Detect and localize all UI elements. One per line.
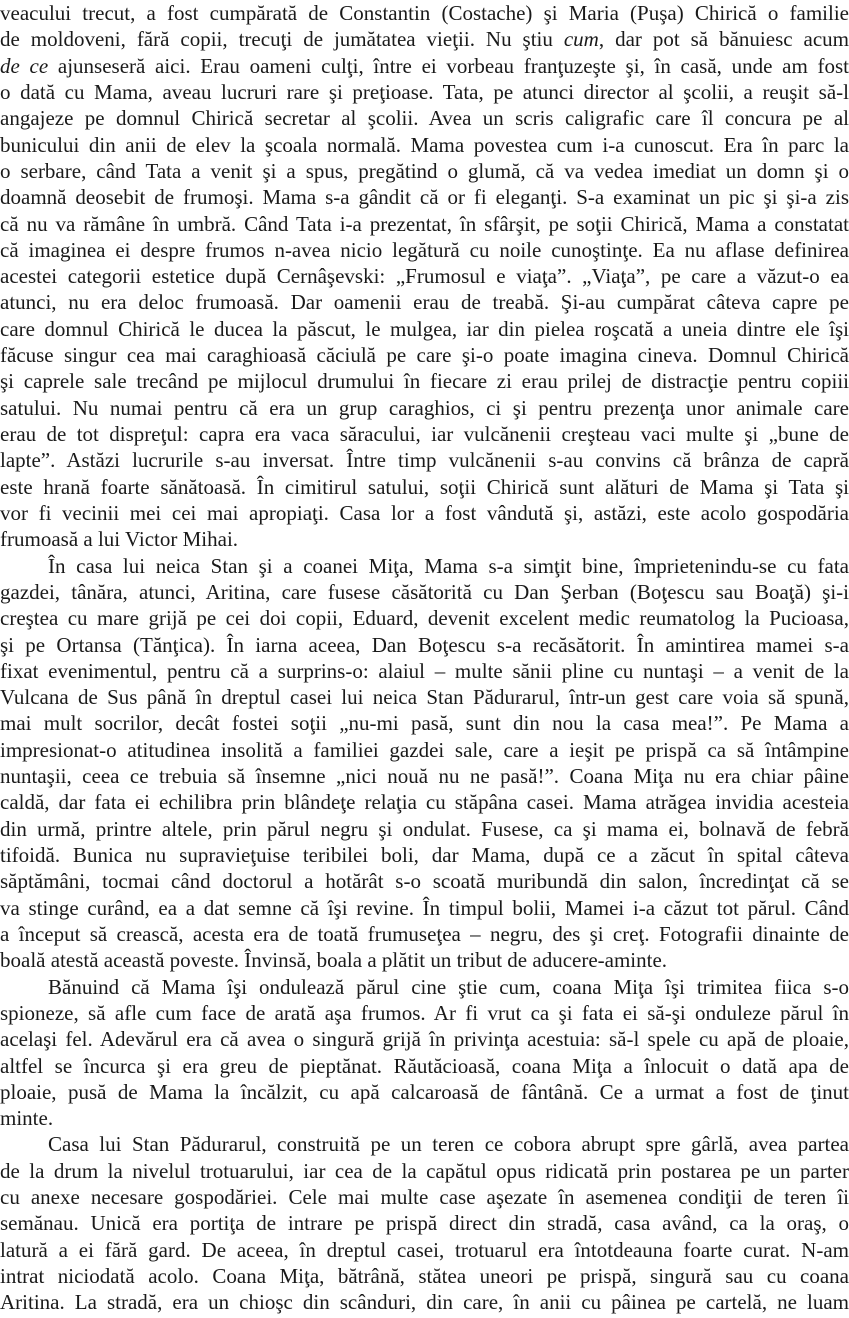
text-line [0,1263,849,1289]
text-line [0,632,849,658]
text-segment: bunicului din anii de elev la şcoala normală. Mama povestea cum i-a cunoscut. Era în parc la [0,132,849,157]
text-segment: frumoasă a lui Victor Mihai. [0,527,239,552]
text-line [0,1053,849,1079]
text-segment: angajeze pe domnul Chirică secretar al şcolii. Avea un scris caligrafic care îl concura pe al [0,106,849,131]
text-line [0,1289,849,1315]
text-line [0,789,849,815]
text-segment: o serbare, când Tata a venit şi a spus, pregătind o glumă, că va vedea imediat un domn şi o [0,158,849,183]
text-segment: satului. Nu numai pentru că era un grup caraghios, ci şi pentru prezenţa unor animale care [0,395,849,420]
text-segment: este hrană foarte sănătoasă. În cimitirul satului, soţii Chirică sunt alături de Mama şi Tata şi [0,474,849,499]
text-segment: gazdei, tânăra, atunci, Aritina, care fusese căsătorită cu Dan Şerban (Boţescu sau Boaţă) şi-i [0,579,849,604]
text-line [0,710,849,736]
text-line [0,132,849,158]
text-line [0,237,849,263]
italic-text: de ce [0,53,49,78]
text-line [0,421,849,447]
text-segment: Casa lui Stan Pădurarul, construită pe un teren ce cobora abrupt spre gârlă, avea partea [48,1132,849,1157]
text-segment: lapte”. Astăzi lucrurile s-au inversat. Între timp vulcănenii s-au convins că brânza de capră [0,448,849,473]
paragraph-first-line [0,974,849,1000]
text-line [0,684,849,710]
text-line [0,211,849,237]
text-segment: , dar pot să bănuiesc acum [598,27,849,52]
text-segment: semănau. Unică era portiţa de intrare pe prispă direct din stradă, casa având, ca la oraş, o [0,1211,849,1236]
text-line [0,342,849,368]
text-line [0,395,849,421]
text-segment: o dată cu Mama, aveau lucruri rare şi preţioase. Tata, pe atunci director al şcolii, a reuşit să-l [0,79,849,104]
text-line [0,105,849,131]
text-segment: că imaginea ei despre frumos n-avea nicio legătură cu noile cunoştinţe. Ea nu aflase definirea [0,237,849,262]
text-line [0,79,849,105]
text-line [0,816,849,842]
text-segment: săptămâni, tocmai când doctorul a hotărât s-o scoată muribundă din salon, încredinţat că se [0,869,849,894]
text-segment: Aritina. La stradă, era un chioşc din scânduri, din care, în anii cu pâinea pe cartelă, ne luam [0,1290,849,1315]
text-line [0,947,849,973]
text-line [0,1210,849,1236]
text-segment: intrat niciodată acolo. Coana Miţa, bătrână, stătea uneori pe prispă, singură sau cu coana [0,1264,849,1288]
paragraph-first-line [0,1131,849,1157]
text-segment: făcuse singur cea mai caraghioasă căciulă pe care şi-o poate imagina cineva. Domnul Chirică [0,343,849,368]
text-segment: Vulcana de Sus până în dreptul casei lui neica Stan Pădurarul, într-un gest care voia să spună, [0,685,849,710]
text-segment: fixat evenimentul, pentru că a surprins-o: alaiul – multe sănii pline cu nuntaşi – a venit de la [0,658,849,683]
text-line [0,53,849,79]
text-segment: erau de tot dispreţul: capra era vaca săracului, iar vulcănenii creşteau vaci multe şi „bune de [0,422,849,446]
italic-text: cum [563,27,599,52]
text-segment: care domnul Chirică le ducea la păscut, le mulgea, iar din pielea roşcată a uneia dintre ele îşi [0,316,849,341]
text-line [0,26,849,52]
text-line [0,1184,849,1210]
text-segment: altfel se încurca şi era greu de pieptănat. Răutăcioasă, coana Miţa a înlocuit o dată apa de [0,1053,849,1078]
text-segment: Bănuind că Mama îşi ondulează părul cine ştie cum, coana Miţa îşi trimitea fiica s-o [48,974,849,999]
text-line [0,263,849,289]
text-segment: tifoidă. Bunica nu supravieţuise teribilei boli, dar Mama, după ce a zăcut în spital câteva [0,843,849,867]
text-segment: caldă, dar fata ei echilibra prin blândeţe relaţia cu stăpâna casei. Mama atrăgea invidia acesteia [0,790,849,815]
text-line [0,158,849,184]
text-segment: veacului trecut, a fost cumpărată de Constantin (Costache) şi Maria (Puşa) Chirică o familie [0,1,849,25]
text-segment: cu anexe necesare gospodăriei. Cele mai multe case aşezate în asemenea condiţii de teren îi [0,1185,849,1210]
text-segment: atunci, nu era deloc frumoasă. Dar oamenii erau de treabă. Şi-au cumpărat câteva capre pe [0,290,849,315]
text-line [0,1026,849,1052]
text-line [0,447,849,473]
text-segment: creştea cu mare grijă pe cei doi copii, Eduard, devenit excelent medic reumatolog la Pucioasa, [0,606,849,631]
text-segment: mai mult socrilor, decât fostei soţii „nu-mi pasă, sunt din nou la casa mea!”. Pe Mama a [0,711,849,736]
text-line [0,842,849,868]
text-line [0,1237,849,1263]
text-line [0,1158,849,1184]
text-segment: acelaşi fel. Adevărul era că avea o singură grijă în privinţa acestuia: să-l spele cu apă de ploaie, [0,1027,849,1052]
text-line [0,1079,849,1105]
text-segment: va stinge curând, ea a dat semne că îşi revine. În timpul bolii, Mamei i-a căzut tot părul. Când [0,895,849,920]
text-segment: acestei categorii estetice după Cernâşevski: „Frumosul e viaţa”. „Viaţa”, pe care a văzut-o ea [0,264,849,289]
text-segment: a început să crească, acesta era de toată frumuseţea – negru, des şi creţ. Fotografii dinainte de [0,921,849,946]
text-line [0,658,849,684]
text-line [0,605,849,631]
text-segment: latură a ei fără gard. De aceea, în dreptul casei, trotuarul era întotdeauna foarte curat. N-am [0,1237,849,1262]
text-line [0,1105,849,1131]
text-segment: şi pe Ortansa (Tănţica). În iarna aceea, Dan Boţescu s-a recăsătorit. În amintirea mamei s-a [0,632,849,657]
text-line [0,184,849,210]
text-segment: spioneze, să afle cum face de arată aşa frumos. Ar fi vrut ca şi fata ei să-şi onduleze părul în [0,1000,849,1025]
text-line [0,868,849,894]
text-line [0,579,849,605]
text-line [0,526,849,552]
text-line [0,1000,849,1026]
text-line [0,0,849,26]
text-line [0,737,849,763]
text-line [0,316,849,342]
text-segment: şi caprele sale trecând pe mijlocul drumului în fiecare zi erau prilej de distracţie pentru copiii [0,369,849,394]
text-line [0,895,849,921]
text-segment: ajunseseră aici. Erau oameni culţi, între ei vorbeau franţuzeşte şi, în casă, unde am fost [48,53,849,78]
text-segment: minte. [0,1106,54,1131]
text-segment: că nu va rămâne în umbră. Când Tata i-a prezentat, în sfârşit, pe soţii Chirică, Mama a constatat [0,211,849,236]
text-line [0,474,849,500]
text-segment: boală atestă această poveste. Învinsă, boala a plătit un tribut de aducere-aminte. [0,948,668,973]
text-segment: de moldoveni, fără copii, trecuţi de jumătatea vieţii. Nu ştiu [0,27,564,52]
text-line [0,500,849,526]
text-segment: vor fi vecinii mei cei mai apropiaţi. Casa lor a fost vândută şi, astăzi, este acolo gospodăria [0,500,849,525]
text-segment: impresionat-o atitudinea insolită a familiei gazdei sale, care a ieşit pe prispă ca să întâmpine [0,737,849,762]
text-segment: din urmă, printre altele, prin părul negru şi ondulat. Fusese, ca şi mama ei, bolnavă de febră [0,816,849,841]
text-segment: nuntaşii, ceea ce trebuia să însemne „nici nouă nu ne pasă!”. Coana Miţa nu era chiar pâine [0,764,849,789]
text-segment: doamnă deosebit de frumoşi. Mama s-a gândit că or fi eleganţi. S-a examinat un pic şi şi-a zis [0,185,849,210]
text-line [0,763,849,789]
text-line [0,921,849,947]
text-segment: ploaie, pusă de Mama la încălzit, cu apă calcaroasă de fântână. Ce a urmat a fost de ţinut [0,1079,849,1104]
paragraph-first-line [0,553,849,579]
text-segment: de la drum la nivelul trotuarului, iar cea de la capătul opus ridicată prin postarea pe un parter [0,1158,849,1183]
text-segment: În casa lui neica Stan şi a coanei Miţa, Mama s-a simţit bine, împrietenindu-se cu fata [48,553,849,578]
text-line [0,289,849,315]
text-line [0,368,849,394]
